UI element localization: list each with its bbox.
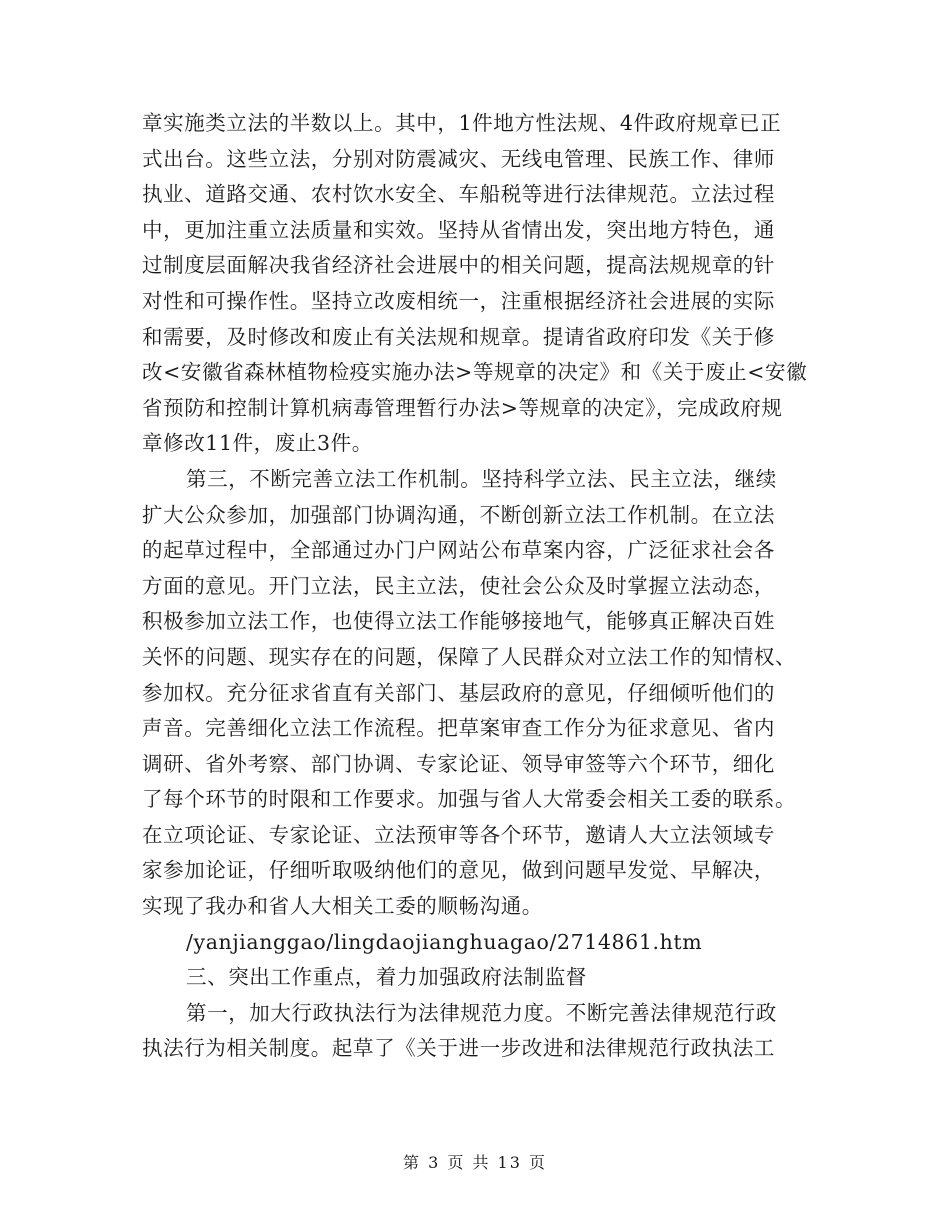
text-line: 家参加论证，仔细听取吸纳他们的意见，做到问题早发觉、早解决， (142, 858, 775, 883)
text-line: 对性和可操作性。坚持立改废相统一，注重根据经济社会进展的实际 (142, 288, 775, 313)
text-line: 实现了我办和省人大相关工委的顺畅沟通。 (142, 894, 543, 919)
text-line: 章修改11件，废止3件。 (142, 431, 373, 456)
text-line: 过制度层面解决我省经济社会进展中的相关问题，提高法规规章的针 (142, 253, 775, 278)
text-line: 执法行为相关制度。起草了《关于进一步改进和法律规范行政执法工 (142, 1036, 775, 1061)
text-line: 了每个环节的时限和工作要求。加强与省人大常委会相关工委的联系。 (142, 787, 797, 812)
text-line: 积极参加立法工作，也使得立法工作能够接地气，能够真正解决百姓 (142, 609, 775, 634)
text-line: 中，更加注重立法质量和实效。坚持从省情出发，突出地方特色，通 (142, 217, 775, 242)
text-line: 调研、省外考察、部门协调、专家论证、领导审签等六个环节，细化 (142, 751, 775, 776)
text-line: 执业、道路交通、农村饮水安全、车船税等进行法律规范。立法过程 (142, 182, 775, 207)
text-line: 省预防和控制计算机病毒管理暂行办法>等规章的决定》，完成政府规 (142, 395, 783, 420)
text-line: 声音。完善细化立法工作流程。把草案审查工作分为征求意见、省内 (142, 716, 775, 741)
document-body (142, 106, 812, 1067)
text-line: 式出台。这些立法，分别对防震减灾、无线电管理、民族工作、律师 (142, 146, 775, 171)
text-line: 的起草过程中，全部通过办门户网站公布草案内容，广泛征求社会各 (142, 538, 775, 563)
text-line: 扩大公众参加，加强部门协调沟通，不断创新立法工作机制。在立法 (142, 502, 775, 527)
text-line: 在立项论证、专家论证、立法预审等各个环节，邀请人大立法领域专 (142, 822, 775, 847)
text-line: 和需要，及时修改和废止有关法规和规章。提请省政府印发《关于修 (142, 324, 775, 349)
page-number-footer: 第 3 页 共 13 页 (403, 1153, 547, 1172)
paragraph-first-line: 第一，加大行政执法行为法律规范力度。不断完善法律规范行政 (186, 1000, 777, 1025)
text-line: 方面的意见。开门立法，民主立法，使社会公众及时掌握立法动态， (142, 573, 775, 598)
section-heading: 三、突出工作重点，着力加强政府法制监督 (186, 965, 587, 990)
url-line: /yanjianggao/lingdaojianghuagao/2714861.htm (186, 929, 703, 954)
text-line: 改<安徽省森林植物检疫实施办法>等规章的决定》和《关于废止<安徽 (142, 360, 808, 385)
text-line: 参加权。充分征求省直有关部门、基层政府的意见，仔细倾听他们的 (142, 680, 775, 705)
text-line: 章实施类立法的半数以上。其中，1件地方性法规、4件政府规章已正 (142, 111, 782, 135)
text-line: 关怀的问题、现实存在的问题，保障了人民群众对立法工作的知情权、 (142, 644, 797, 669)
paragraph-first-line: 第三，不断完善立法工作机制。坚持科学立法、民主立法，继续 (186, 466, 777, 491)
